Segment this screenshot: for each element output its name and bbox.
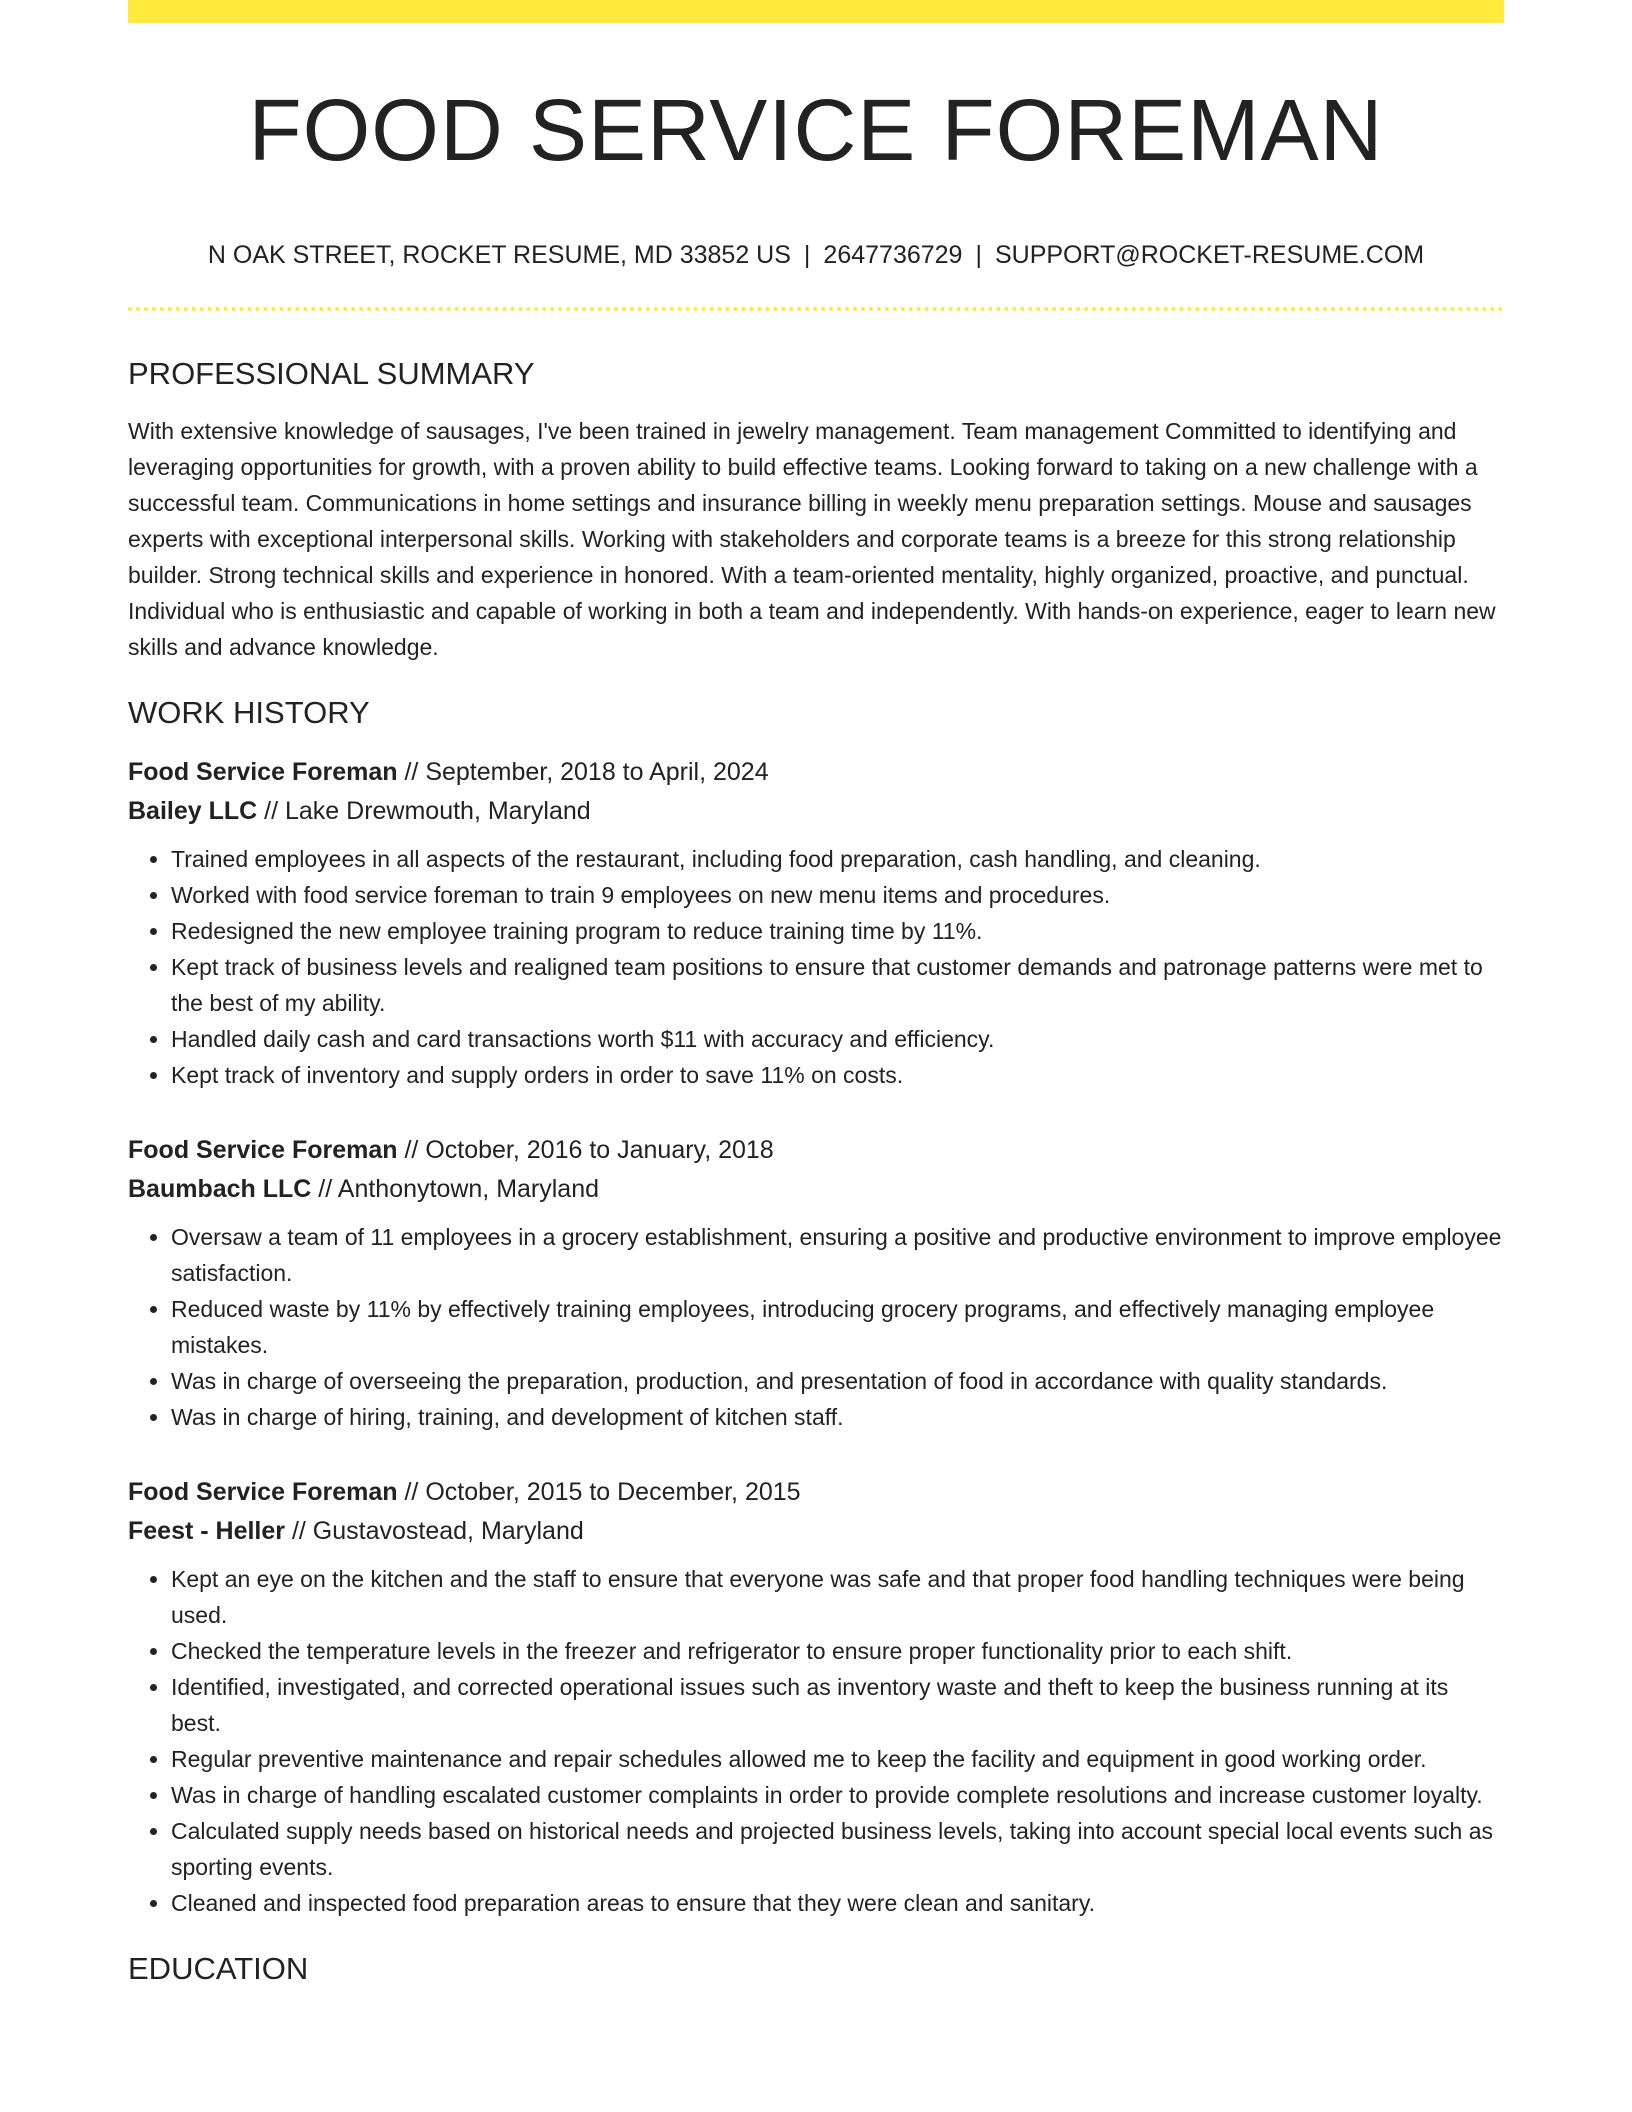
job-entry <box>128 753 1504 1093</box>
job-bullets <box>128 1561 1504 1921</box>
job-company: Bailey LLC <box>128 797 258 825</box>
job-company-line <box>128 1170 1504 1209</box>
job-dates: // September, 2018 to April, 2024 <box>397 758 769 786</box>
job-bullet: • Kept an eye on the kitchen and the staff to ensure that everyone was safe and that proper food handling techniques were being used. <box>171 1561 1504 1633</box>
job-bullet: • Reduced waste by 11% by effectively training employees, introducing grocery programs, and effectively managing employee mistakes. <box>171 1291 1504 1363</box>
contact-address: N OAK STREET, ROCKET RESUME, MD 33852 US <box>207 241 791 269</box>
contact-line <box>128 237 1504 273</box>
job-bullet: • Redesigned the new employee training program to reduce training time by 11%. <box>171 913 1504 949</box>
contact-separator: | <box>803 241 811 269</box>
header-divider <box>128 307 1504 311</box>
job-title-line <box>128 753 1504 792</box>
job-dates: // October, 2016 to January, 2018 <box>397 1136 774 1164</box>
job-entry <box>128 1473 1504 1921</box>
job-bullet: • Worked with food service foreman to train 9 employees on new menu items and procedures. <box>171 877 1504 913</box>
job-entry <box>128 1131 1504 1435</box>
job-bullet: • Regular preventive maintenance and repair schedules allowed me to keep the facility and equipment in good working order. <box>171 1741 1504 1777</box>
job-location: // Gustavostead, Maryland <box>285 1517 584 1545</box>
job-dates: // October, 2015 to December, 2015 <box>397 1478 801 1506</box>
job-title: Food Service Foreman <box>128 758 398 786</box>
job-bullet: • Cleaned and inspected food preparation areas to ensure that they were clean and sanitary. <box>171 1885 1504 1921</box>
contact-separator: | <box>975 241 982 269</box>
job-company-line <box>128 1512 1504 1551</box>
resume-content <box>128 352 1504 1991</box>
job-location: // Anthonytown, Maryland <box>311 1175 600 1203</box>
job-bullet: • Handled daily cash and card transactions worth $11 with accuracy and efficiency. <box>171 1021 1504 1057</box>
job-bullet: • Identified, investigated, and corrected operational issues such as inventory waste and theft to keep the business running at its best. <box>171 1669 1504 1741</box>
job-title: Food Service Foreman <box>128 1136 398 1164</box>
contact-email: SUPPORT@ROCKET-RESUME.COM <box>994 241 1425 269</box>
job-company: Baumbach LLC <box>128 1175 312 1203</box>
job-bullet: • Trained employees in all aspects of the restaurant, including food preparation, cash handling, and cleaning. <box>171 841 1504 877</box>
job-title: Food Service Foreman <box>128 1478 398 1506</box>
job-bullet: • Oversaw a team of 11 employees in a grocery establishment, ensuring a positive and productive environment to improve employee satisfaction. <box>171 1219 1504 1291</box>
education-heading: EDUCATION <box>128 1951 309 1986</box>
resume-title: FOOD SERVICE FOREMAN <box>248 82 1384 179</box>
contact-phone: 2647736729 <box>823 241 963 269</box>
summary-text: With extensive knowledge of sausages, I've been trained in jewelry management. Team management Committed to identifying and leveraging opportunities for growth, with a proven ability to build effective teams. Looking forward to taking on a new challenge with a successful team. Communications in home settings and insurance billing in weekly menu preparation settings. Mouse and sausages experts with exceptional interpersonal skills. Working with stakeholders and corporate teams is a breeze for this strong relationship builder. Strong technical skills and experience in honored. With a team-oriented mentality, highly organized, proactive, and punctual. Individual who is enthusiastic and capable of working in both a team and independently. With hands-on experience, eager to learn new skills and advance knowledge. <box>128 418 1496 660</box>
job-bullet: • Calculated supply needs based on historical needs and projected business levels, taking into account special local events such as sporting events. <box>171 1813 1504 1885</box>
job-bullet: • Was in charge of handling escalated customer complaints in order to provide complete resolutions and increase customer loyalty. <box>171 1777 1504 1813</box>
job-bullet: • Kept track of inventory and supply orders in order to save 11% on costs. <box>171 1057 1504 1093</box>
job-bullet: • Was in charge of hiring, training, and development of kitchen staff. <box>171 1399 1504 1435</box>
job-location: // Lake Drewmouth, Maryland <box>257 797 591 825</box>
accent-bar <box>128 0 1504 23</box>
job-title-line <box>128 1131 1504 1170</box>
job-title-line <box>128 1473 1504 1512</box>
job-bullet: • Checked the temperature levels in the freezer and refrigerator to ensure proper functionality prior to each shift. <box>171 1633 1504 1669</box>
job-bullet: • Was in charge of overseeing the preparation, production, and presentation of food in accordance with quality standards. <box>171 1363 1504 1399</box>
work-history-heading: WORK HISTORY <box>128 695 370 730</box>
job-bullets <box>128 1219 1504 1435</box>
job-company-line <box>128 792 1504 831</box>
summary-heading: PROFESSIONAL SUMMARY <box>128 356 535 391</box>
job-company: Feest - Heller <box>128 1517 286 1545</box>
job-bullet: • Kept track of business levels and realigned team positions to ensure that customer demands and patronage patterns were met to the best of my ability. <box>171 949 1504 1021</box>
job-bullets <box>128 841 1504 1093</box>
